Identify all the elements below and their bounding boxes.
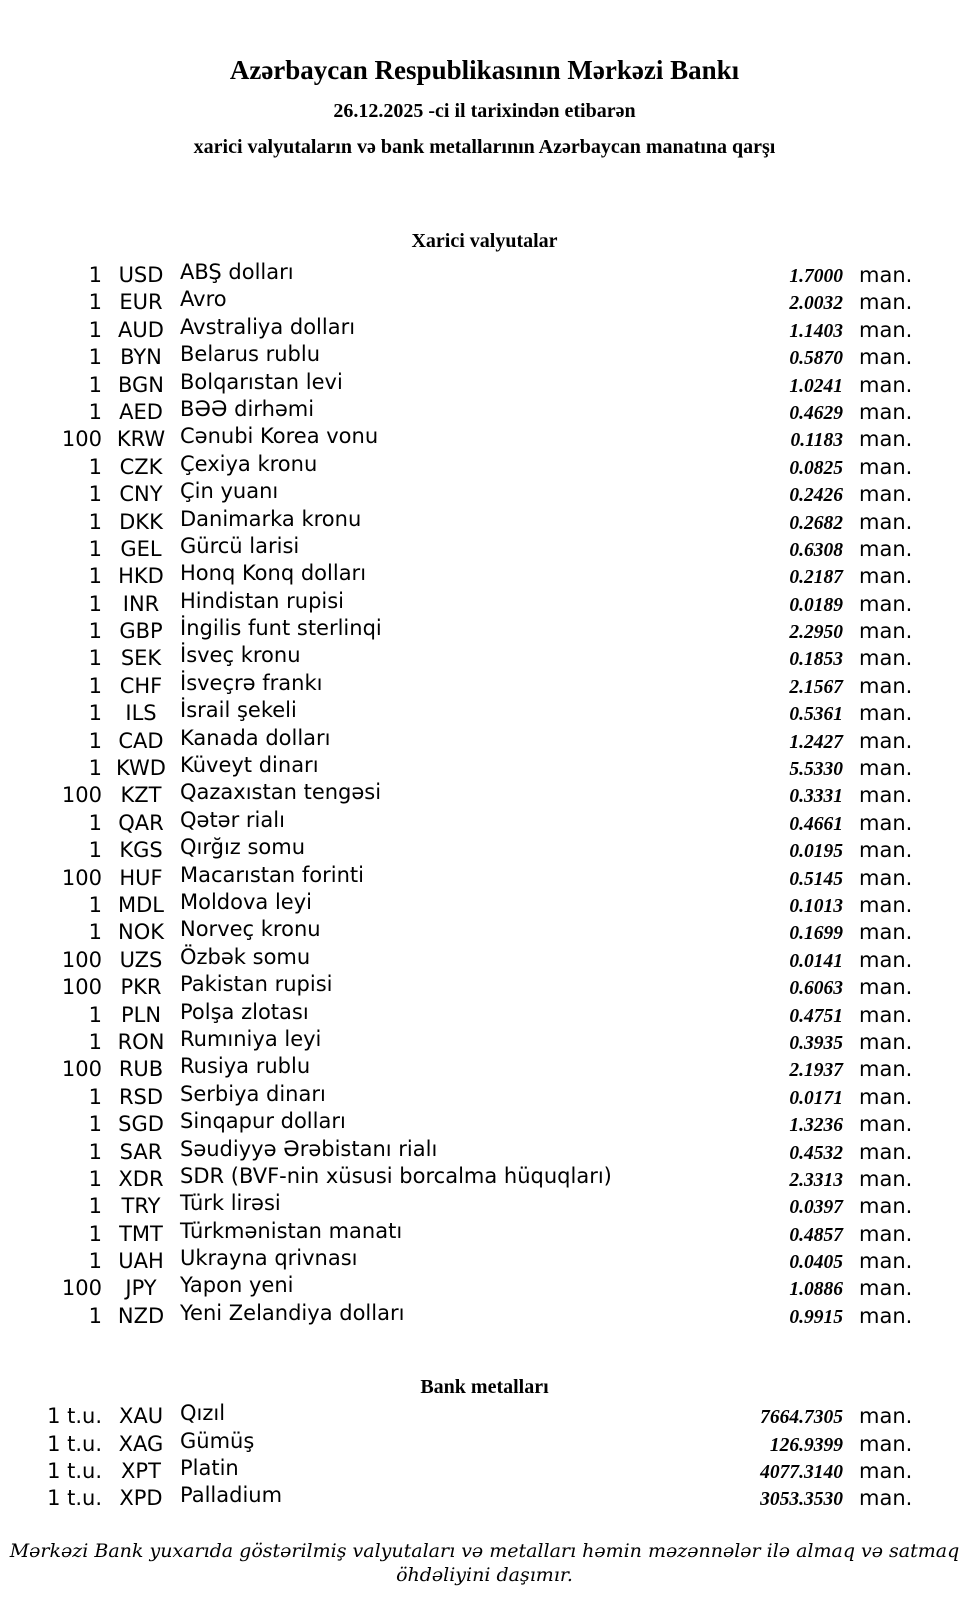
currency-code: SAR: [119, 1139, 163, 1164]
table-row: [0, 533, 969, 563]
currency-name: İsrail şekeli: [180, 698, 297, 723]
currency-code: PKR: [120, 975, 162, 1000]
table-row: [0, 837, 969, 864]
table-row: [0, 426, 969, 453]
quantity: 1: [88, 564, 102, 589]
currency-name: Avstraliya dolları: [180, 314, 356, 339]
currency-code: TMT: [119, 1221, 163, 1246]
exchange-rate: 0.5361: [789, 704, 843, 726]
quantity: 1: [88, 1166, 102, 1191]
table-row: [0, 1163, 969, 1193]
quantity: 1: [88, 482, 102, 507]
page-header: [0, 0, 969, 160]
table-row: [0, 1485, 969, 1512]
unit-label: man.: [859, 536, 913, 561]
quantity: 1: [88, 1221, 102, 1246]
exchange-rate: 0.1699: [789, 923, 843, 945]
quantity: 1: [88, 509, 102, 534]
quantity: 1: [88, 1002, 102, 1027]
table-row: [0, 700, 969, 727]
currency-code: CZK: [119, 454, 163, 479]
metal-rates-table: [0, 1403, 969, 1513]
metal-code: XPD: [119, 1486, 163, 1511]
currency-name: Kanada dolları: [180, 725, 331, 750]
exchange-rate: 2.1567: [789, 676, 843, 698]
quantity: 1: [88, 920, 102, 945]
exchange-rate: 0.4751: [789, 1005, 843, 1027]
table-row: [0, 1193, 969, 1220]
table-row: [0, 563, 969, 590]
metal-code: XAU: [118, 1404, 164, 1429]
page-subtitle: xarici valyutaların və bank metallarının Azərbaycan manatına qarşı: [193, 136, 776, 158]
quantity: 100: [61, 427, 102, 452]
exchange-rate: 4077.3140: [760, 1462, 843, 1484]
exchange-rate: 1.3236: [789, 1115, 843, 1137]
quantity: 1: [88, 1194, 102, 1219]
currency-code: CNY: [119, 482, 163, 507]
quantity: 1: [88, 619, 102, 644]
currency-code: SEK: [120, 646, 162, 671]
currency-name: Türk lirəsi: [180, 1191, 281, 1216]
unit-label: man.: [859, 1431, 913, 1456]
exchange-rate: 7664.7305: [760, 1407, 843, 1429]
table-row: [0, 262, 969, 289]
unit-label: man.: [859, 1194, 913, 1219]
exchange-rate: 0.4629: [789, 402, 843, 424]
currency-name: ABŞ dolları: [180, 260, 294, 284]
quantity: 1: [88, 838, 102, 863]
quantity: 1: [88, 591, 102, 616]
exchange-rate: 0.9915: [789, 1306, 843, 1328]
unit-label: man.: [859, 1057, 913, 1082]
currency-code: EUR: [119, 290, 163, 315]
currency-name: Pakistan rupisi: [180, 972, 333, 997]
metal-code: XPT: [121, 1459, 161, 1484]
exchange-rate: 0.0397: [789, 1197, 843, 1219]
currency-name: Çexiya kronu: [180, 451, 318, 476]
currency-name: Qırğız somu: [180, 835, 306, 860]
currency-name: Polşa zlotası: [180, 999, 309, 1024]
exchange-rate: 2.2950: [789, 622, 843, 644]
metal-name: Platin: [180, 1456, 239, 1481]
currency-code: RON: [117, 1029, 165, 1054]
quantity: 100: [61, 1057, 102, 1082]
currency-name: Çin yuanı: [180, 479, 279, 504]
quantity: 1: [88, 399, 102, 424]
unit-label: man.: [859, 783, 913, 808]
table-row: [0, 451, 969, 481]
exchange-rate: 2.0032: [789, 293, 843, 315]
quantity: 100: [61, 975, 102, 1000]
currency-name: Avro: [180, 287, 227, 312]
quantity: 1: [88, 810, 102, 835]
quantity: 1: [88, 756, 102, 781]
unit-label: man.: [859, 619, 913, 644]
currency-code: HUF: [119, 865, 163, 890]
table-row: [0, 289, 969, 316]
currency-name: Sinqapur dolları: [180, 1109, 346, 1134]
exchange-rate: 1.0241: [789, 375, 843, 397]
table-row: [0, 1026, 969, 1056]
unit-label: man.: [859, 947, 913, 972]
unit-label: man.: [859, 1249, 913, 1274]
currency-code: NZD: [117, 1303, 165, 1328]
table-row: [0, 1403, 969, 1430]
table-row: [0, 807, 969, 837]
table-row: [0, 1081, 969, 1111]
currency-code: TRY: [121, 1194, 161, 1219]
currency-code: CHF: [119, 673, 163, 698]
table-row: [0, 1300, 969, 1330]
quantity: 1: [88, 1084, 102, 1109]
unit-label: man.: [859, 1112, 913, 1137]
unit-label: man.: [859, 892, 913, 917]
table-row: [0, 1111, 969, 1138]
currency-name: SDR (BVF-nin xüsusi borcalma hüquqları): [180, 1163, 612, 1188]
unit-label: man.: [859, 975, 913, 1000]
quantity: 1 t.u.: [47, 1459, 102, 1484]
exchange-rate: 1.7000: [789, 266, 843, 287]
currency-code: UZS: [119, 947, 163, 972]
unit-label: man.: [859, 454, 913, 479]
unit-label: man.: [859, 591, 913, 616]
unit-label: man.: [859, 372, 913, 397]
unit-label: man.: [859, 810, 913, 835]
table-row: [0, 588, 969, 618]
quantity: 100: [61, 947, 102, 972]
exchange-rate: 5.5330: [789, 759, 843, 781]
table-row: [0, 481, 969, 508]
exchange-rate: 0.3331: [789, 786, 843, 808]
currency-name: Belarus rublu: [180, 342, 321, 367]
exchange-rate: 1.2427: [789, 731, 843, 753]
exchange-rate: 0.0171: [789, 1087, 843, 1109]
quantity: 1: [88, 290, 102, 315]
quantity: 1: [88, 646, 102, 671]
currency-name: Türkmənistan manatı: [180, 1218, 403, 1243]
currency-code: DKK: [119, 509, 163, 534]
currency-name: Cənubi Korea vonu: [180, 424, 379, 449]
unit-label: man.: [859, 509, 913, 534]
table-row: [0, 944, 969, 974]
unit-label: man.: [859, 1459, 913, 1484]
quantity: 1: [88, 1139, 102, 1164]
currency-name: BƏƏ dirhəmi: [180, 396, 315, 421]
currency-name: Qazaxıstan tengəsi: [180, 780, 382, 805]
table-row: [0, 1248, 969, 1275]
exchange-rate: 0.4857: [789, 1224, 843, 1246]
table-row: [0, 862, 969, 892]
exchange-rate: 0.1853: [789, 649, 843, 671]
table-row: [0, 1056, 969, 1083]
table-row: [0, 974, 969, 1001]
quantity: 1: [88, 701, 102, 726]
exchange-rate: 0.0189: [789, 594, 843, 616]
currency-name: İsveç kronu: [180, 643, 301, 668]
exchange-rate: 0.6308: [789, 539, 843, 561]
unit-label: man.: [859, 1486, 913, 1511]
table-row: [0, 1218, 969, 1248]
currency-name: Gürcü larisi: [180, 533, 300, 558]
currency-code: CAD: [118, 728, 164, 753]
unit-label: man.: [859, 673, 913, 698]
exchange-rate: 2.3313: [789, 1169, 843, 1191]
metals-section-title: Bank metalları: [420, 1376, 549, 1399]
quantity: 1: [88, 1249, 102, 1274]
currency-name: İsveçrə frankı: [180, 670, 323, 695]
table-row: [0, 1275, 969, 1302]
currency-code: AUD: [118, 317, 164, 342]
unit-label: man.: [859, 865, 913, 890]
table-row: [0, 670, 969, 700]
currency-code: PLN: [120, 1002, 162, 1027]
currency-name: Ukrayna qrivnası: [180, 1246, 358, 1271]
exchange-rate: 0.4661: [789, 813, 843, 835]
unit-label: man.: [859, 1029, 913, 1054]
unit-label: man.: [859, 482, 913, 507]
exchange-rate: 2.1937: [789, 1060, 843, 1082]
metal-name: Palladium: [180, 1483, 283, 1508]
currency-name: Rusiya rublu: [180, 1054, 311, 1079]
quantity: 1: [88, 263, 102, 287]
unit-label: man.: [859, 1084, 913, 1109]
currency-code: SGD: [118, 1112, 164, 1137]
exchange-rate: 0.5870: [789, 348, 843, 370]
exchange-rate: 0.0141: [789, 950, 843, 972]
currency-name: Yeni Zelandiya dolları: [180, 1300, 405, 1325]
exchange-rate: 1.0886: [789, 1279, 843, 1301]
exchange-rate: 0.0195: [789, 841, 843, 863]
quantity: 1: [88, 1029, 102, 1054]
currency-code: KGS: [119, 838, 163, 863]
table-row: [0, 396, 969, 426]
unit-label: man.: [859, 345, 913, 370]
currency-code: KWD: [116, 756, 166, 781]
currency-code: USD: [118, 263, 164, 287]
quantity: 1: [88, 1112, 102, 1137]
currency-code: UAH: [118, 1249, 164, 1274]
quantity: 1: [88, 317, 102, 342]
quantity: 1: [88, 673, 102, 698]
table-row: [0, 919, 969, 946]
currency-code: XDR: [118, 1166, 164, 1191]
currency-name: Macarıstan forinti: [180, 862, 364, 887]
unit-label: man.: [859, 1221, 913, 1246]
quantity: 1: [88, 1303, 102, 1328]
currency-name: Qətər rialı: [180, 807, 285, 832]
quantity: 100: [61, 865, 102, 890]
unit-label: man.: [859, 427, 913, 452]
unit-label: man.: [859, 1404, 913, 1429]
unit-label: man.: [859, 317, 913, 342]
unit-label: man.: [859, 290, 913, 315]
exchange-rate: 0.5145: [789, 868, 843, 890]
table-row: [0, 506, 969, 536]
currency-name: Honq Konq dolları: [180, 561, 367, 586]
page-title: Azərbaycan Respublikasının Mərkəzi Bankı: [229, 55, 740, 85]
unit-label: man.: [859, 1139, 913, 1164]
currency-code: BYN: [120, 345, 162, 370]
unit-label: man.: [859, 838, 913, 863]
quantity: 1 t.u.: [47, 1486, 102, 1511]
currency-code: BGN: [117, 372, 165, 397]
currency-code: MDL: [118, 892, 164, 917]
currency-code: NOK: [117, 920, 164, 945]
currency-code: AED: [119, 399, 163, 424]
currency-code: RSD: [118, 1084, 164, 1109]
table-row: [0, 344, 969, 371]
metal-code: XAG: [118, 1431, 164, 1456]
quantity: 1: [88, 454, 102, 479]
exchange-rate: 0.0405: [789, 1252, 843, 1274]
currency-code: KZT: [120, 783, 162, 808]
currency-rates-table: [0, 262, 969, 1330]
currency-code: GEL: [120, 536, 162, 561]
currency-name: Moldova leyi: [180, 889, 312, 914]
currency-name: Səudiyyə Ərəbistanı rialı: [180, 1136, 438, 1161]
quantity: 1: [88, 892, 102, 917]
currency-code: RUB: [118, 1057, 164, 1082]
currency-code: KRW: [116, 427, 166, 452]
unit-label: man.: [859, 646, 913, 671]
table-row: [0, 1428, 969, 1458]
currency-name: Serbiya dinarı: [180, 1081, 326, 1106]
exchange-rate: 0.2682: [789, 512, 843, 534]
table-row: [0, 755, 969, 782]
currency-name: Danimarka kronu: [180, 506, 362, 531]
currency-name: Rumıniya leyi: [180, 1026, 322, 1051]
metal-name: Gümüş: [180, 1428, 255, 1453]
currency-code: QAR: [118, 810, 164, 835]
quantity: 1: [88, 536, 102, 561]
unit-label: man.: [859, 399, 913, 424]
exchange-rate: 0.0825: [789, 457, 843, 479]
table-row: [0, 889, 969, 919]
exchange-rate: 126.9399: [769, 1434, 843, 1456]
footer-note: Mərkəzi Bank yuxarıda göstərilmiş valyutaları və metalları həmin məzənnələr ilə almaq və satmaq öhdəliyini daşımır.: [9, 1539, 960, 1586]
exchange-rate: 0.2187: [789, 567, 843, 589]
table-row: [0, 369, 969, 399]
unit-label: man.: [859, 701, 913, 726]
exchange-rate: 0.6063: [789, 978, 843, 1000]
unit-label: man.: [859, 1166, 913, 1191]
metal-name: Qızıl: [180, 1401, 226, 1426]
currency-name: Yapon yeni: [180, 1273, 294, 1298]
currency-name: Küveyt dinarı: [180, 753, 319, 778]
table-row: [0, 618, 969, 645]
quantity: 1 t.u.: [47, 1404, 102, 1429]
table-row: [0, 1136, 969, 1166]
table-row: [0, 782, 969, 809]
currency-name: İngilis funt sterlinqi: [180, 616, 382, 641]
currency-code: GBP: [119, 619, 163, 644]
currency-name: Özbək somu: [180, 944, 311, 969]
exchange-rate: 0.3935: [789, 1032, 843, 1054]
currency-name: Norveç kronu: [180, 917, 321, 942]
quantity: 1: [88, 372, 102, 397]
table-row: [0, 645, 969, 672]
quantity: 1: [88, 345, 102, 370]
currency-code: HKD: [118, 564, 164, 589]
currency-code: JPY: [125, 1276, 157, 1301]
quantity: 100: [61, 783, 102, 808]
table-row: [0, 999, 969, 1029]
quantity: 100: [61, 1276, 102, 1301]
effective-date: 26.12.2025 -ci il tarixindən etibarən: [333, 100, 636, 122]
unit-label: man.: [859, 920, 913, 945]
unit-label: man.: [859, 756, 913, 781]
currencies-section-title: Xarici valyutalar: [411, 230, 558, 252]
currency-name: Hindistan rupisi: [180, 588, 345, 613]
unit-label: man.: [859, 1002, 913, 1027]
table-row: [0, 1458, 969, 1485]
unit-label: man.: [859, 263, 913, 287]
currency-name: Bolqarıstan levi: [180, 369, 343, 394]
table-row: [0, 314, 969, 344]
exchange-rate: 0.4532: [789, 1142, 843, 1164]
exchange-rate: 3053.3530: [760, 1489, 843, 1511]
exchange-rate: 1.1403: [789, 320, 843, 342]
unit-label: man.: [859, 564, 913, 589]
currency-code: INR: [122, 591, 160, 616]
exchange-rate: 0.2426: [789, 485, 843, 507]
exchange-rate: 0.1013: [789, 895, 843, 917]
unit-label: man.: [859, 1303, 913, 1328]
table-row: [0, 725, 969, 755]
exchange-rate: 0.1183: [790, 430, 843, 452]
quantity: 1 t.u.: [47, 1431, 102, 1456]
unit-label: man.: [859, 1276, 913, 1301]
unit-label: man.: [859, 728, 913, 753]
currency-code: ILS: [125, 701, 157, 726]
quantity: 1: [88, 728, 102, 753]
